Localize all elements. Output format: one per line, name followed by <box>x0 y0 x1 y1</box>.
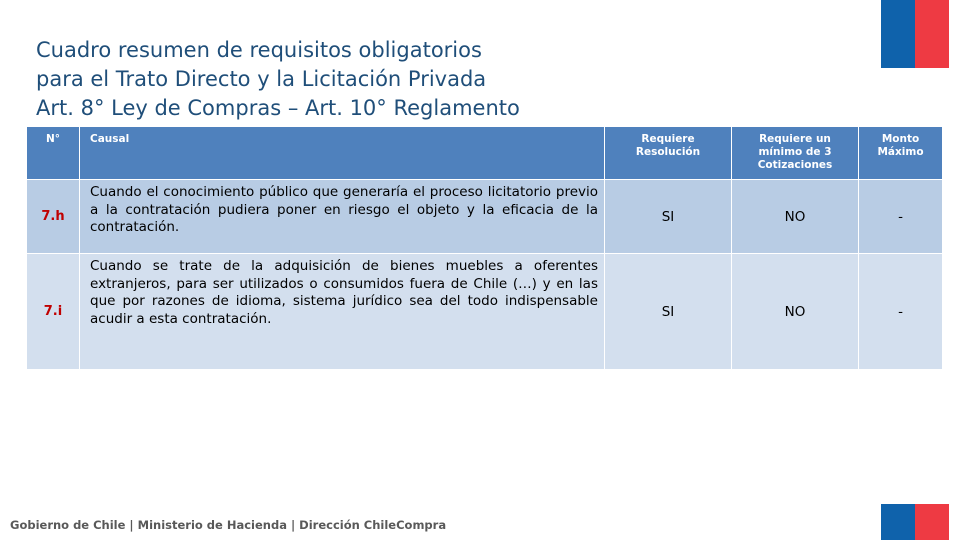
flag-red-stripe <box>915 0 949 68</box>
header-causal: Causal <box>80 127 605 180</box>
row-causal: Cuando el conocimiento público que generaría el proceso licitatorio previo a la contratación pudiera poner en riesgo el objeto y la eficacia de la contratación. <box>80 180 605 254</box>
chile-flag-bottom <box>881 504 949 540</box>
row-requiere-resolucion: SI <box>605 180 732 254</box>
row-number: 7.h <box>27 180 80 254</box>
row-causal: Cuando se trate de la adquisición de bienes muebles a oferentes extranjeros, para ser utilizados o consumidos fuera de Chile (…) y en las que por razones de idioma, sistema jurídico sea del todo indispensable acudir a esta contratación. <box>80 254 605 370</box>
flag-blue-stripe <box>881 0 915 68</box>
header-requiere-cotizaciones: Requiere un mínimo de 3 Cotizaciones <box>732 127 859 180</box>
table-row <box>27 254 943 370</box>
footer-text: Gobierno de Chile | Ministerio de Hacienda | Dirección ChileCompra <box>10 518 447 532</box>
header-num: N° <box>27 127 80 180</box>
row-requiere-cotizaciones: NO <box>732 254 859 370</box>
flag-red-stripe <box>915 504 949 540</box>
row-requiere-resolucion: SI <box>605 254 732 370</box>
row-monto-maximo: - <box>859 254 943 370</box>
title-line-1: Cuadro resumen de requisitos obligatorios <box>36 38 482 62</box>
header-requiere-resolucion: Requiere Resolución <box>605 127 732 180</box>
title-line-3: Art. 8° Ley de Compras – Art. 10° Reglamento <box>36 96 520 120</box>
table-header-row <box>27 127 943 180</box>
row-number: 7.i <box>27 254 80 370</box>
slide-title <box>36 36 520 123</box>
row-requiere-cotizaciones: NO <box>732 180 859 254</box>
requirements-table <box>26 126 943 370</box>
row-monto-maximo: - <box>859 180 943 254</box>
flag-blue-stripe <box>881 504 915 540</box>
table-row <box>27 180 943 254</box>
header-monto-maximo: Monto Máximo <box>859 127 943 180</box>
title-line-2: para el Trato Directo y la Licitación Privada <box>36 67 487 91</box>
chile-flag-top <box>881 0 949 68</box>
